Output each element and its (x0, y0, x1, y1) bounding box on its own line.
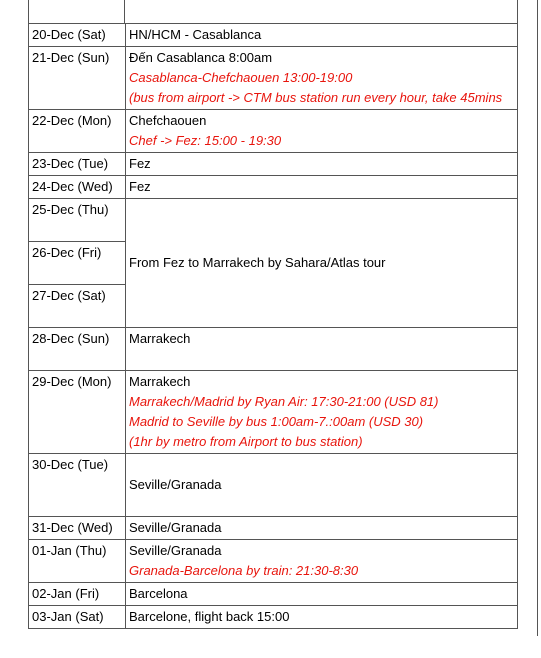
table-row (29, 371, 518, 454)
table-row (29, 110, 518, 153)
plan-cell (126, 47, 518, 110)
table-row (29, 583, 518, 606)
plan-cell (126, 153, 518, 176)
date-cell: 22-Dec (Mon) (29, 110, 126, 153)
table-row (29, 540, 518, 583)
plan-cell (126, 24, 518, 47)
date-cell: 24-Dec (Wed) (29, 176, 126, 199)
date-cell: 03-Jan (Sat) (29, 606, 126, 629)
itinerary-table (28, 23, 518, 629)
date-cell: 21-Dec (Sun) (29, 47, 126, 110)
plan-text: HN/HCM - Casablanca (129, 27, 262, 42)
date-cell: 25-Dec (Thu) (29, 199, 126, 242)
table-row (29, 199, 518, 242)
plan-text: Seville/Granada (129, 520, 222, 535)
plan-text: Fez (129, 156, 151, 171)
plan-text: Seville/Granada (129, 477, 222, 492)
plan-cell (126, 606, 518, 629)
table-row (29, 24, 518, 47)
plan-cell (126, 583, 518, 606)
plan-text: Chefchaouen (129, 113, 207, 128)
date-cell: 28-Dec (Sun) (29, 328, 126, 371)
plan-cell (126, 176, 518, 199)
date-cell: 26-Dec (Fri) (29, 242, 126, 285)
transport-note: (1hr by metro from Airport to bus station) (129, 434, 363, 449)
table-row (29, 606, 518, 629)
date-cell: 01-Jan (Thu) (29, 540, 126, 583)
table-row (29, 454, 518, 517)
plan-text: Barcelone, flight back 15:00 (129, 609, 290, 624)
plan-cell (126, 110, 518, 153)
date-cell: 29-Dec (Mon) (29, 371, 126, 454)
plan-cell (126, 540, 518, 583)
plan-cell (126, 454, 518, 517)
grid-line-left (28, 0, 29, 23)
transport-note: Chef -> Fez: 15:00 - 19:30 (129, 133, 282, 148)
date-cell: 23-Dec (Tue) (29, 153, 126, 176)
plan-text: From Fez to Marrakech by Sahara/Atlas tour (129, 255, 386, 270)
table-row (29, 328, 518, 371)
date-cell: 20-Dec (Sat) (29, 24, 126, 47)
table-row (29, 517, 518, 540)
plan-cell (126, 371, 518, 454)
date-cell: 02-Jan (Fri) (29, 583, 126, 606)
grid-line-far-right (537, 0, 538, 636)
plan-text: Đến Casablanca 8:00am (129, 50, 273, 65)
plan-text: Marrakech (129, 374, 191, 389)
transport-note: Granada-Barcelona by train: 21:30-8:30 (129, 563, 359, 578)
date-cell: 30-Dec (Tue) (29, 454, 126, 517)
table-row (29, 153, 518, 176)
plan-text: Marrakech (129, 331, 191, 346)
plan-cell-merged (126, 199, 518, 328)
table-row (29, 47, 518, 110)
grid-line-right (517, 0, 518, 23)
table-row (29, 176, 518, 199)
plan-cell (126, 328, 518, 371)
transport-note: Marrakech/Madrid by Ryan Air: 17:30-21:00 (USD 81) (129, 394, 439, 409)
plan-text: Fez (129, 179, 151, 194)
plan-text: Seville/Granada (129, 543, 222, 558)
transport-note: Casablanca-Chefchaouen 13:00-19:00 (129, 70, 353, 85)
plan-text: Barcelona (129, 586, 188, 601)
date-cell: 27-Dec (Sat) (29, 285, 126, 328)
transport-note: Madrid to Seville by bus 1:00am-7.:00am (USD 30) (129, 414, 424, 429)
date-cell: 31-Dec (Wed) (29, 517, 126, 540)
grid-line-mid (124, 0, 125, 23)
transport-note: (bus from airport -> CTM bus station run every hour, take 45mins (129, 90, 503, 105)
plan-cell (126, 517, 518, 540)
